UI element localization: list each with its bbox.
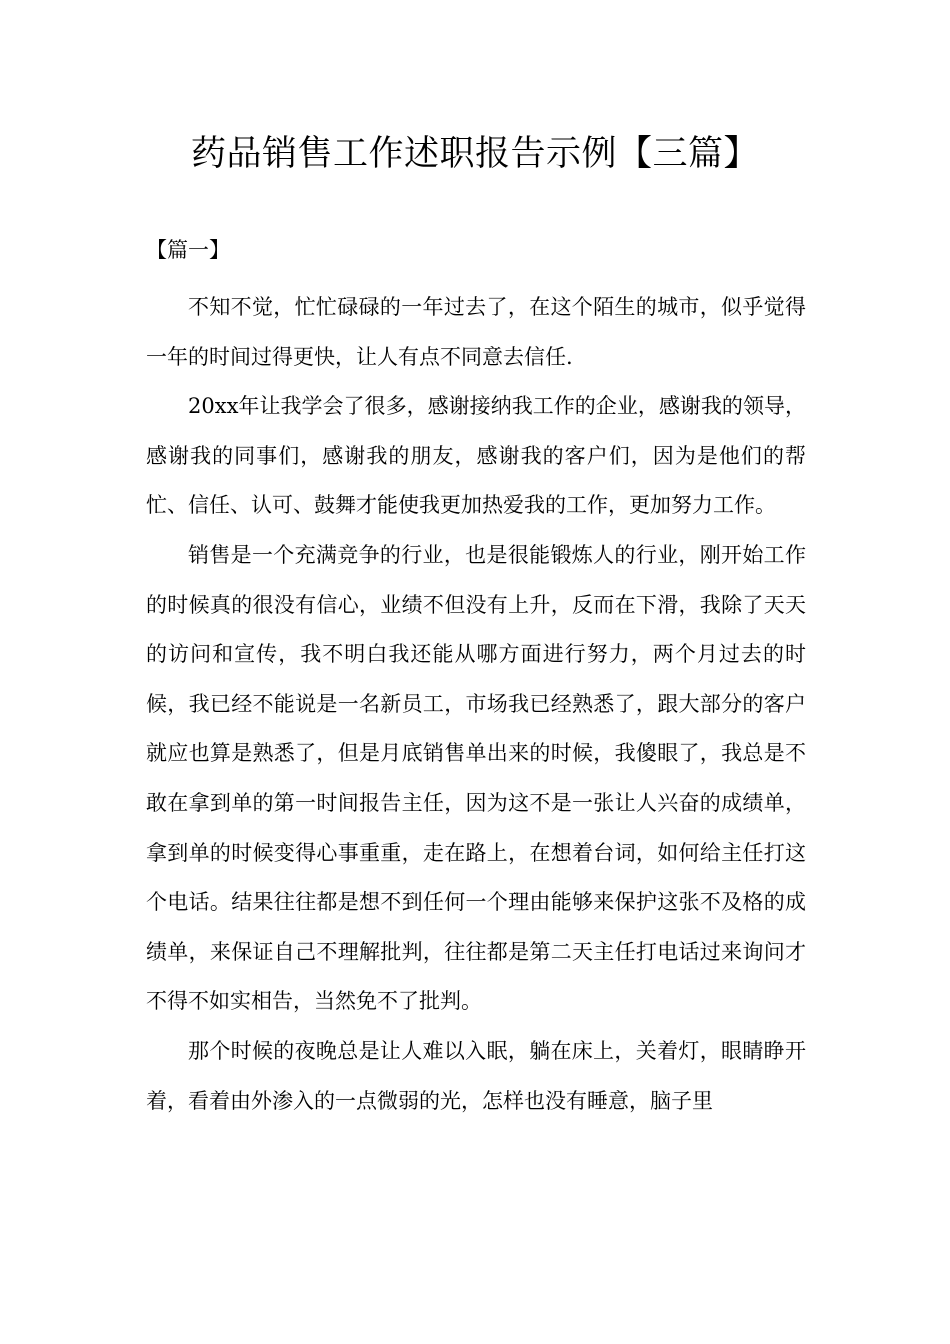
- paragraph: 20xx年让我学会了很多，感谢接纳我工作的企业，感谢我的领导，感谢我的同事们，感谢我的朋友，感谢我的客户们，因为是他们的帮忙、信任、认可、鼓舞才能使我更加热爱我的工作，更加努力工作。: [146, 394, 806, 518]
- section-label: 【篇一】: [146, 238, 230, 262]
- paragraph: 销售是一个充满竞争的行业，也是很能锻炼人的行业，刚开始工作的时候真的很没有信心，业绩不但没有上升，反而在下滑，我除了天天的访问和宣传，我不明白我还能从哪方面进行努力，两个月过去的时候，我已经不能说是一名新员工，市场我已经熟悉了，跟大部分的客户就应也算是熟悉了，但是月底销售单出来的时候，我傻眼了，我总是不敢在拿到单的第一时间报告主任，因为这不是一张让人兴奋的成绩单，拿到单的时候变得心事重重，走在路上，在想着台词，如何给主任打这个电话。结果往往都是想不到任何一个理由能够来保护这张不及格的成绩单，来保证自己不理解批判，往往都是第二天主任打电话过来询问才不得不如实相告，当然免不了批判。: [146, 542, 806, 1014]
- paragraph: 不知不觉，忙忙碌碌的一年过去了，在这个陌生的城市，似乎觉得一年的时间过得更快，让人有点不同意去信任.: [146, 295, 806, 369]
- document-title: 药品销售工作述职报告示例【三篇】: [190, 134, 759, 174]
- paragraph: 那个时候的夜晚总是让人难以入眠，躺在床上，关着灯，眼睛睁开着，看着由外渗入的一点微弱的光，怎样也没有睡意，脑子里: [146, 1038, 806, 1113]
- document-body: [146, 283, 806, 1126]
